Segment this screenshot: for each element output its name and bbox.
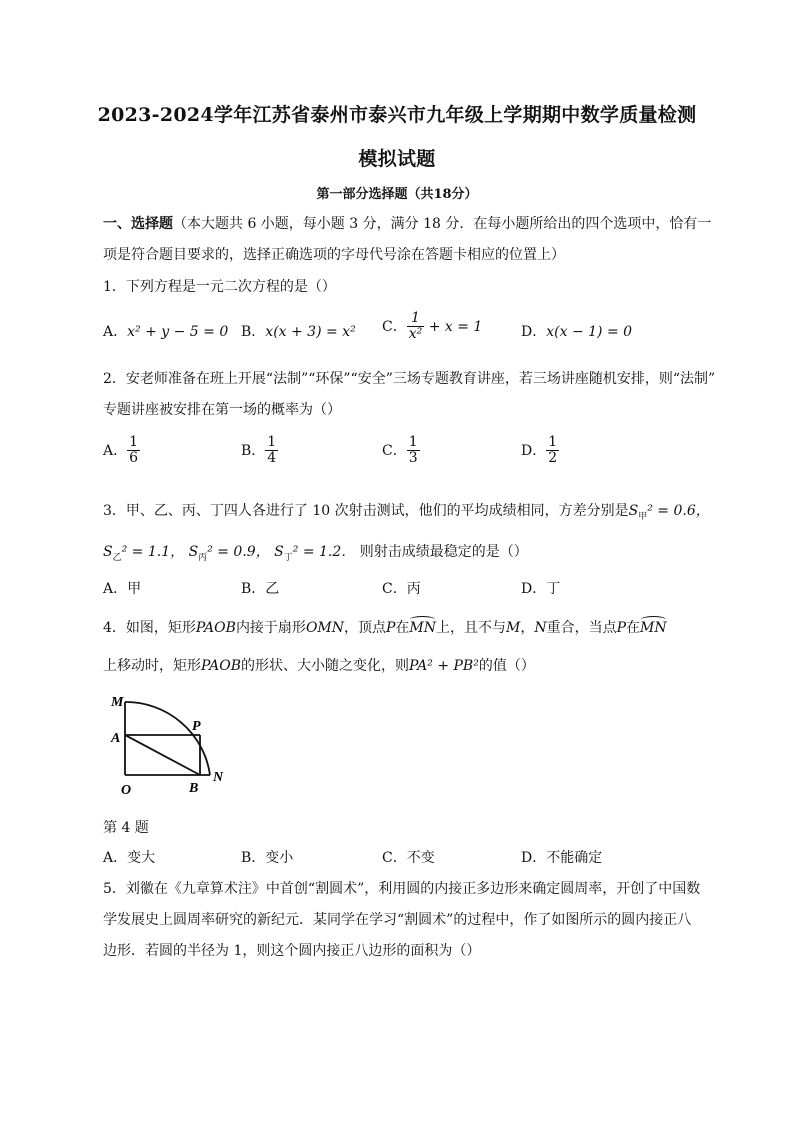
q2-b-num: 1	[267, 434, 277, 450]
section-desc-line1: （本大题共 6 小题，每小题 3 分，满分 18 分．在每小题所给出的四个选项中，恰有一	[173, 216, 712, 232]
q4-text-g: 在	[626, 620, 641, 636]
q4-rect-name: PAOB	[195, 620, 236, 636]
q4-figure	[105, 690, 235, 802]
q3-stem-line2	[103, 541, 528, 563]
q4-text-b: 内接于扇形	[235, 620, 306, 636]
q1-d-label: D．	[521, 324, 547, 340]
q1-c-fraction	[407, 311, 425, 343]
q4-label-n: N	[213, 770, 224, 785]
q3-s-bing: S	[188, 544, 199, 560]
q1-d-expr: x(x − 1) = 0	[546, 324, 633, 340]
q4-text-f: 重合，当点	[546, 620, 617, 636]
q5-stem-line2: 学发展史上圆周率研究的新纪元．某同学在学习“割圆术”的过程中，作了如图所示的圆内接正八	[103, 912, 692, 928]
q3-sub-yi: 乙	[112, 552, 122, 563]
q2-d-den: 2	[548, 450, 558, 467]
q4-sector-name: OMN	[305, 620, 344, 636]
q4-expression: PA² + PB²	[409, 658, 479, 674]
q4-label-p: P	[192, 719, 201, 734]
part-title: 第一部分选择题（共18分）	[316, 187, 478, 202]
q4-sector-arc	[125, 702, 210, 775]
q2-c-fraction	[407, 435, 420, 467]
q3-option-a: A．甲	[103, 581, 142, 597]
q2-stem-line1: 2．安老师准备在班上开展“法制”“环保”“安全”三场专题教育讲座，若三场讲座随机安排，则“法制”	[103, 371, 716, 387]
q3-option-b: B．乙	[241, 581, 280, 597]
q5-stem-line1: 5．刘徽在《九章算术注》中首创“割圆术”，利用圆的内接正多边形来确定圆周率，开创了中国数	[103, 881, 701, 897]
q3-sub-ding: 丁	[283, 552, 293, 563]
q4-option-b: B．变小	[241, 850, 294, 866]
q4-label-m: M	[111, 695, 124, 710]
q4-point-m: M	[506, 620, 521, 636]
q4-text-j: 的值（）	[478, 658, 535, 674]
q3-s-jia: S	[628, 503, 639, 519]
q2-option-d	[521, 435, 559, 467]
q3-stem-text: 3．甲、乙、丙、丁四人各进行了 10 次射击测试，他们的平均成绩相同，方差分别是	[103, 503, 629, 519]
q2-d-fraction	[546, 435, 559, 467]
q2-a-num: 1	[129, 434, 139, 450]
q4-label-b: B	[189, 781, 199, 796]
q4-comma: ，	[520, 620, 535, 636]
q3-option-c: C．丙	[382, 581, 421, 597]
q4-text-i: 的形状、大小随之变化，则	[241, 658, 410, 674]
q4-option-c: C．不变	[382, 850, 435, 866]
q2-a-label: A．	[103, 442, 128, 459]
q1-option-d	[521, 321, 632, 341]
q3-s-ding: S	[274, 544, 284, 560]
q1-b-label: B．	[241, 324, 266, 340]
q3-sub-bing: 丙	[198, 552, 208, 563]
q2-c-num: 1	[408, 434, 418, 450]
q4-stem-line1	[103, 617, 667, 637]
q1-option-a	[103, 321, 228, 341]
exam-title-line1: 2023-2024学年江苏省泰州市泰兴市九年级上学期期中数学质量检测	[97, 104, 697, 126]
q3-stem-line1	[103, 500, 710, 522]
q4-point-p: P	[386, 620, 396, 636]
q1-option-b	[241, 321, 356, 341]
q4-text-d: 在	[395, 620, 410, 636]
exam-title-line2: 模拟试题	[358, 148, 436, 170]
q4-stem-line2	[103, 655, 535, 675]
q1-c-den: x²	[408, 326, 423, 343]
q4-text-c: ，顶点	[344, 620, 386, 636]
section-heading	[103, 213, 711, 233]
q2-b-fraction	[265, 435, 278, 467]
q1-option-c	[382, 311, 482, 343]
q3-val-bing: ² = 0.9，	[207, 544, 270, 560]
q1-c-rest: + x = 1	[428, 318, 483, 335]
q4-diagonal-ab	[125, 735, 200, 775]
q2-a-fraction	[127, 435, 140, 467]
q5-stem-line3: 边形．若圆的半径为 1，则这个圆内接正八边形的面积为（）	[103, 943, 481, 959]
q4-text-e: 上，且不与	[436, 620, 507, 636]
section-heading-label: 一、选择题	[103, 216, 173, 232]
q2-option-a	[103, 435, 140, 467]
q3-stem-end: 则射击成绩最稳定的是（）	[359, 544, 528, 560]
q4-text-h: 上移动时，矩形	[103, 658, 201, 674]
q3-option-d: D．丁	[521, 581, 561, 597]
q4-arc-mn: MN	[409, 620, 437, 636]
q2-c-den: 3	[408, 450, 418, 467]
q2-b-den: 4	[267, 450, 277, 467]
q2-d-label: D．	[521, 442, 547, 459]
q4-option-a: A．变大	[103, 850, 156, 866]
q4-text-a: 4．如图，矩形	[103, 620, 196, 636]
q1-a-label: A．	[103, 324, 128, 340]
q3-sub-jia: 甲	[638, 511, 648, 522]
q3-val-yi: ² = 1.1，	[121, 544, 185, 560]
q4-label-o: O	[121, 783, 132, 798]
q4-point-p2: P	[616, 620, 627, 636]
q4-option-d: D．不能确定	[521, 850, 603, 866]
q1-stem: 1．下列方程是一元二次方程的是（）	[103, 279, 336, 295]
q3-s-yi: S	[103, 544, 113, 560]
q1-b-expr: x(x + 3) = x²	[265, 324, 356, 340]
section-desc-line2: 项是符合题目要求的，选择正确选项的字母代号涂在答题卡相应的位置上）	[103, 247, 565, 263]
q2-a-den: 6	[129, 450, 139, 467]
q4-point-n: N	[534, 620, 547, 636]
q1-c-num: 1	[407, 311, 425, 327]
q4-figure-caption: 第 4 题	[103, 820, 149, 836]
q2-stem-line2: 专题讲座被安排在第一场的概率为（）	[103, 402, 341, 418]
q2-option-b	[241, 435, 278, 467]
q2-option-c	[382, 435, 420, 467]
q2-c-label: C．	[382, 442, 407, 459]
q1-a-expr: x² + y − 5 = 0	[127, 324, 229, 340]
q4-rect-name2: PAOB	[201, 658, 242, 674]
q3-val-ding: ² = 1.2．	[292, 544, 356, 560]
q1-c-label: C．	[382, 318, 407, 335]
q2-b-label: B．	[241, 442, 266, 459]
q4-label-a: A	[111, 731, 121, 746]
q4-arc-mn2: MN	[640, 620, 667, 636]
q2-d-num: 1	[548, 434, 558, 450]
q3-val-jia: ² = 0.6，	[647, 503, 710, 519]
